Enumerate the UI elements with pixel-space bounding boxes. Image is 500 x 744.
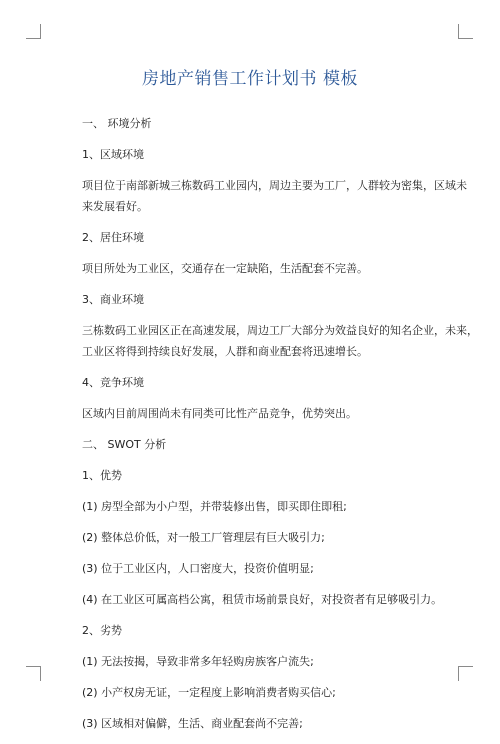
crop-mark-bottom-left — [26, 666, 41, 681]
list-item: (1) 无法按揭，导致非常多年轻购房族客户流失; — [82, 655, 314, 668]
section-heading-environment: 一、 环境分析 — [82, 117, 152, 130]
paragraph-line: 区域内目前周围尚未有同类可比性产品竞争，优势突出。 — [82, 407, 357, 420]
list-item: (1) 房型全部为小户型，并带装修出售，即买即住即租; — [82, 500, 347, 513]
list-item: (2) 小产权房无证，一定程度上影响消费者购买信心; — [82, 686, 336, 699]
paragraph-line: 来发展看好。 — [82, 200, 148, 213]
crop-mark-top-left — [26, 24, 41, 39]
paragraph-commerce — [82, 320, 478, 362]
paragraph-line: 项目所处为工业区，交通存在一定缺陷，生活配套不完善。 — [82, 262, 368, 275]
document-title: 房地产销售工作计划书 模板 — [142, 69, 358, 89]
subheading-living: 2、居住环境 — [82, 231, 144, 244]
subheading-area: 1、区域环境 — [82, 148, 144, 161]
crop-mark-top-right — [458, 24, 473, 39]
list-item: (2) 整体总价低，对一般工厂管理层有巨大吸引力; — [82, 531, 325, 544]
subheading-commerce: 3、商业环境 — [82, 293, 144, 306]
section-heading-swot: 二、 SWOT 分析 — [82, 438, 167, 451]
list-item: (4) 在工业区可属高档公寓，租赁市场前景良好，对投资者有足够吸引力。 — [82, 593, 443, 606]
document-body — [82, 113, 478, 744]
crop-mark-bottom-right — [458, 666, 473, 681]
paragraph-area — [82, 175, 467, 217]
paragraph-line: 项目位于南部新城三栋数码工业园内，周边主要为工厂，人群较为密集，区域未 — [82, 179, 467, 192]
paragraph-line: 三栋数码工业园区正在高速发展，周边工厂大部分为效益良好的知名企业，未来， — [82, 324, 478, 337]
subheading-weaknesses: 2、劣势 — [82, 624, 122, 637]
list-item: (3) 区域相对偏僻，生活、商业配套尚不完善; — [82, 717, 303, 730]
subheading-competition: 4、竞争环境 — [82, 376, 144, 389]
subheading-strengths: 1、优势 — [82, 469, 122, 482]
paragraph-competition — [82, 403, 438, 424]
paragraph-line: 工业区将得到持续良好发展，人群和商业配套将迅速增长。 — [82, 345, 368, 358]
paragraph-living — [82, 258, 438, 279]
list-item: (3) 位于工业区内，人口密度大，投资价值明显; — [82, 562, 314, 575]
